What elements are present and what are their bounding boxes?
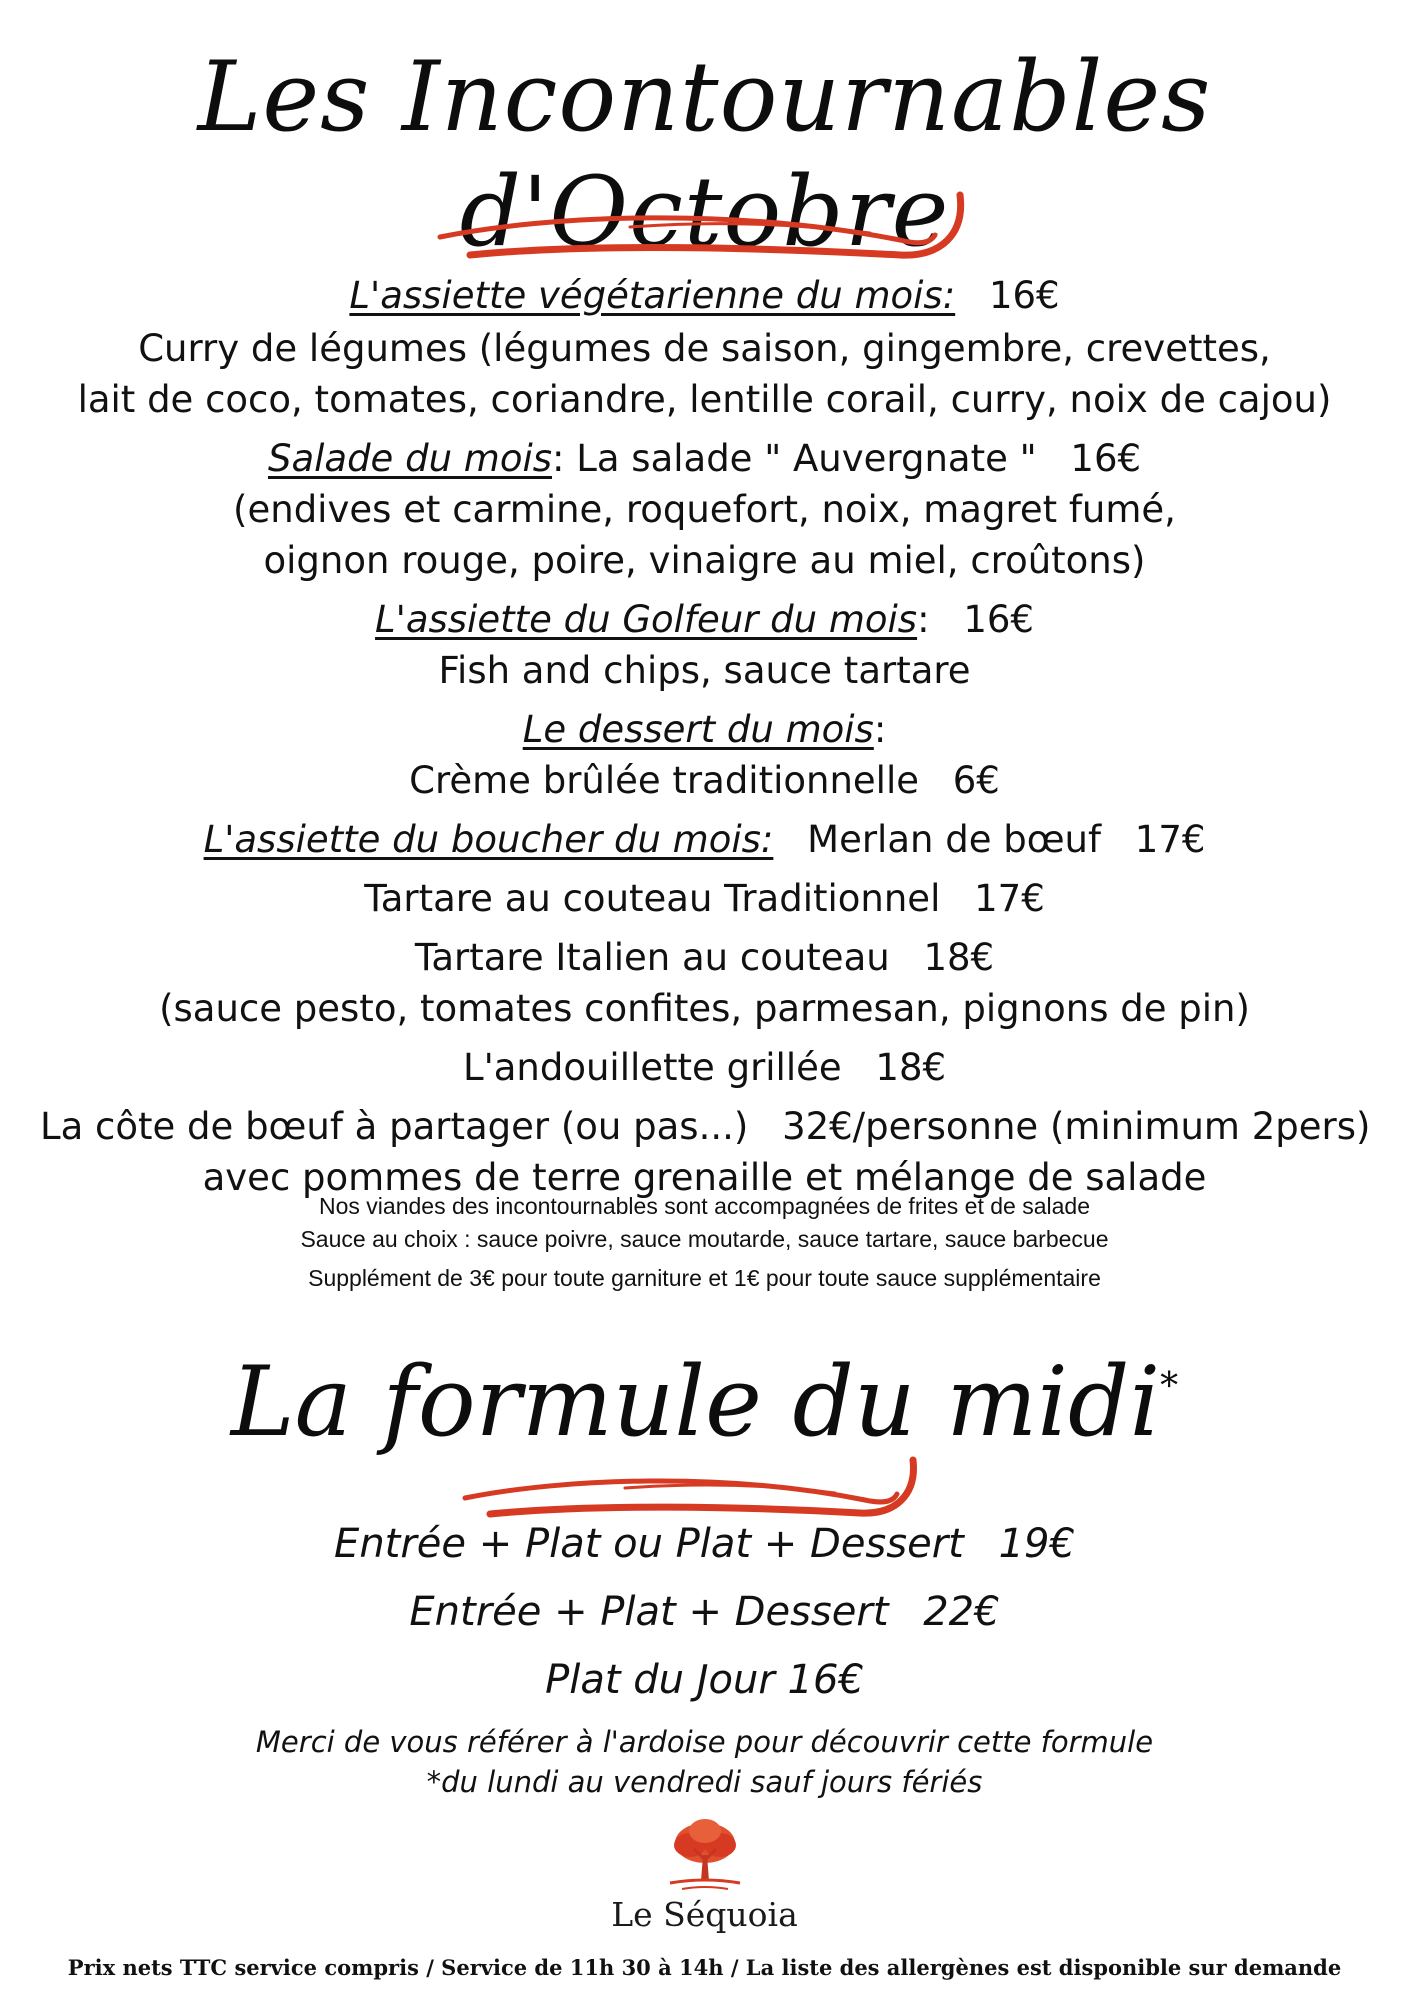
cote-price: 32€/personne (minimum 2pers)	[782, 1105, 1371, 1148]
formule-option-1	[0, 1510, 1409, 1578]
tartare-ital-price: 18€	[923, 936, 995, 979]
butcher-label: L'assiette du boucher du mois:	[203, 818, 774, 861]
opt1-price: 19€	[998, 1521, 1075, 1567]
tartare-ital: Tartare Italien au couteau	[414, 936, 890, 979]
dessert-price: 6€	[952, 759, 1000, 802]
note-line-3: Supplément de 3€ pour toute garniture et 1€ pour toute sauce supplémentaire	[308, 1265, 1101, 1291]
andouillette-line	[40, 1042, 1369, 1093]
butcher-price: 17€	[1134, 818, 1206, 861]
formule-title	[0, 1345, 1409, 1460]
cote-line	[40, 1101, 1369, 1152]
footer-text: Prix nets TTC service compris / Service de 11h 30 à 14h / La liste des allergènes est disponible sur demande	[67, 1955, 1342, 1980]
tartare-trad: Tartare au couteau Traditionnel	[364, 877, 941, 920]
tartare-trad-line	[40, 873, 1369, 924]
butcher-line	[40, 814, 1369, 865]
golf-label: L'assiette du Golfeur du mois	[375, 598, 918, 641]
golf-colon: :	[917, 598, 930, 641]
cote-desc: avec pommes de terre grenaille et mélange de salade	[202, 1156, 1207, 1199]
note-line-1: Nos viandes des incontournables sont accompagnées de frites et de salade	[319, 1193, 1090, 1219]
page-title: Les Incontournables d'Octobre	[197, 41, 1212, 269]
veg-price: 16€	[988, 274, 1060, 317]
opt1-label: Entrée + Plat ou Plat + Dessert	[334, 1521, 964, 1567]
formule-options	[0, 1510, 1409, 1714]
golf-price: 16€	[963, 598, 1034, 641]
note-line-2: Sauce au choix : sauce poivre, sauce moutarde, sauce tartare, sauce barbecue	[300, 1226, 1109, 1252]
veg-desc-1: Curry de légumes (légumes de saison, gingembre, crevettes,	[138, 327, 1271, 370]
formule-option-2	[0, 1578, 1409, 1646]
salad-desc-2: oignon rouge, poire, vinaigre au miel, croûtons)	[263, 539, 1146, 582]
tartare-ital-desc: (sauce pesto, tomates confites, parmesan, pignons de pin)	[159, 987, 1250, 1030]
salad-price: 16€	[1070, 437, 1142, 480]
tree-icon	[660, 1815, 750, 1895]
dessert-desc-line	[40, 755, 1369, 806]
incontournables-menu	[40, 270, 1369, 1203]
red-swoosh-divider	[430, 185, 990, 265]
veg-line	[40, 270, 1369, 321]
andouillette: L'andouillette grillée	[462, 1046, 842, 1089]
veg-desc-2: lait de coco, tomates, coriandre, lentille corail, curry, noix de cajou)	[77, 378, 1332, 421]
formule-star: *	[1160, 1366, 1179, 1407]
formule-notes	[0, 1722, 1409, 1802]
salad-line	[40, 433, 1369, 484]
notes-block	[0, 1190, 1409, 1295]
formule-option-3: Plat du Jour 16€	[545, 1657, 864, 1703]
cote-name: La côte de bœuf à partager (ou pas...)	[40, 1105, 749, 1148]
dessert-label: Le dessert du mois	[522, 708, 874, 751]
salad-name: : La salade " Auvergnate "	[552, 437, 1037, 480]
salad-label: Salade du mois	[267, 437, 553, 480]
dessert-colon: :	[873, 708, 887, 751]
formule-note-2: *du lundi au vendredi sauf jours fériés	[426, 1765, 983, 1799]
veg-label: L'assiette végétarienne du mois:	[349, 274, 956, 317]
salad-desc-1: (endives et carmine, roquefort, noix, magret fumé,	[233, 488, 1176, 531]
butcher-name: Merlan de bœuf	[807, 818, 1102, 861]
opt2-price: 22€	[923, 1589, 1000, 1635]
tartare-ital-line	[40, 932, 1369, 983]
opt2-label: Entrée + Plat + Dessert	[409, 1589, 889, 1635]
andouillette-price: 18€	[875, 1046, 947, 1089]
formule-note-1: Merci de vous référer à l'ardoise pour découvrir cette formule	[255, 1725, 1154, 1759]
brand-name: Le Séquoia	[611, 1895, 798, 1934]
formule-title-text: La formule du midi	[230, 1346, 1161, 1458]
tartare-trad-price: 17€	[974, 877, 1045, 920]
dessert-desc: Crème brûlée traditionnelle	[409, 759, 919, 802]
golf-line	[40, 594, 1369, 645]
golf-desc: Fish and chips, sauce tartare	[438, 649, 971, 692]
dessert-line	[40, 704, 1369, 755]
